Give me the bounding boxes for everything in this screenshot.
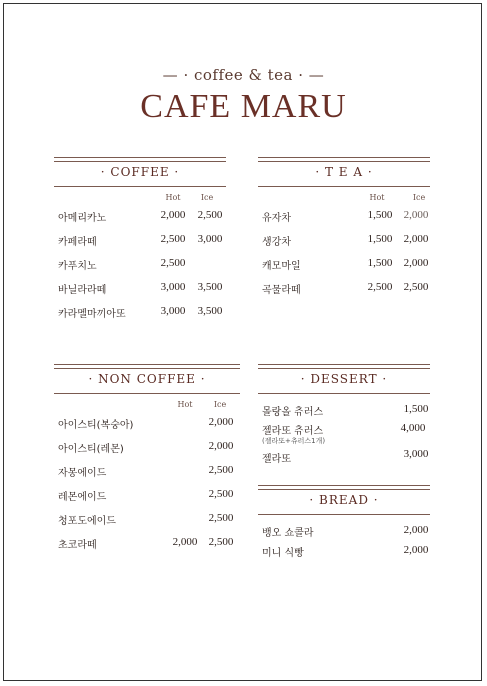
hot-price: 2,500	[160, 257, 186, 269]
coffee-column-headers	[54, 187, 226, 203]
menu-item	[54, 530, 240, 554]
menu-item	[258, 251, 430, 275]
menu-item	[54, 275, 226, 299]
item-price: 3,000	[403, 448, 429, 460]
menu-item	[54, 434, 240, 458]
dessert-title: · DESSERT ·	[300, 372, 388, 386]
ice-price: 2,000	[208, 440, 234, 452]
double-rule	[54, 157, 226, 162]
coffee-section	[54, 157, 226, 323]
item-price: 4,000	[400, 422, 426, 434]
item-name: 미니 식빵	[262, 548, 304, 559]
ice-price: 2,500	[197, 209, 223, 221]
hot-price: 2,500	[367, 281, 393, 293]
ice-price: 3,500	[197, 305, 223, 317]
ice-price: 2,500	[208, 536, 234, 548]
item-name: 카푸치노	[58, 261, 97, 272]
item-name: 자몽에이드	[58, 468, 107, 479]
menu-item	[258, 275, 430, 299]
tea-title: · T E A ·	[315, 165, 373, 179]
menu-item	[258, 400, 430, 420]
hot-price: 2,500	[160, 233, 186, 245]
menu-item	[258, 227, 430, 251]
menu-item	[54, 251, 226, 275]
ice-price: 2,500	[403, 281, 429, 293]
ice-price: 2,000	[403, 257, 429, 269]
tea-header	[258, 157, 430, 187]
menu-item	[258, 203, 430, 227]
ice-price: 3,000	[197, 233, 223, 245]
rule	[258, 514, 430, 515]
hot-price: 1,500	[367, 233, 393, 245]
non-coffee-column-headers	[54, 394, 240, 410]
double-rule	[258, 157, 430, 162]
item-name: 캐모마일	[262, 261, 301, 272]
item-price: 2,000	[403, 524, 429, 536]
item-name: 곡물라떼	[262, 285, 301, 296]
item-name: 카라멜마끼아또	[58, 309, 126, 320]
item-name: 초코라떼	[58, 540, 97, 551]
ice-price: 2,500	[208, 488, 234, 500]
item-name: 아메리카노	[58, 213, 107, 224]
menu-item	[54, 227, 226, 251]
ice-price: 2,000	[403, 233, 429, 245]
hot-price: 2,000	[160, 209, 186, 221]
item-name: 젤라또 츄러스	[262, 426, 324, 437]
hot-price: 3,000	[160, 281, 186, 293]
ice-price: 2,500	[208, 512, 234, 524]
non-coffee-header	[54, 364, 240, 394]
item-note: (젤라또+츄러스1개)	[262, 437, 326, 445]
hot-column-label: Hot	[177, 400, 193, 409]
tea-column-headers	[258, 187, 430, 203]
non-coffee-title: · NON COFFEE ·	[88, 372, 206, 386]
item-name: 카페라떼	[58, 237, 97, 248]
bread-section	[258, 485, 430, 563]
item-name: 유자차	[262, 213, 291, 224]
dessert-section	[258, 364, 430, 468]
menu-item	[258, 541, 430, 563]
cafe-title: CAFE MARU	[140, 88, 347, 125]
hot-column-label: Hot	[165, 193, 181, 202]
bread-header	[258, 485, 430, 515]
coffee-title: · COFFEE ·	[100, 165, 180, 179]
menu-subtitle: — · coffee & tea · —	[162, 66, 325, 84]
coffee-header	[54, 157, 226, 187]
ice-column-label: Ice	[213, 400, 227, 409]
item-name: 아이스티(복숭아)	[58, 420, 134, 431]
item-name: 뱅오 쇼콜라	[262, 528, 314, 539]
ice-price: 2,000	[208, 416, 234, 428]
menu-item	[258, 519, 430, 541]
hot-price: 1,500	[367, 257, 393, 269]
hot-column-label: Hot	[369, 193, 385, 202]
item-name: 생강차	[262, 237, 291, 248]
item-price: 2,000	[403, 544, 429, 556]
hot-price: 1,500	[367, 209, 393, 221]
rule	[258, 393, 430, 394]
ice-price: 3,500	[197, 281, 223, 293]
menu-item	[54, 299, 226, 323]
menu-item	[54, 458, 240, 482]
item-name: 청포도에이드	[58, 516, 116, 527]
double-rule	[258, 364, 430, 369]
hot-price: 3,000	[160, 305, 186, 317]
item-name: 젤라또	[262, 454, 291, 465]
menu-item	[54, 482, 240, 506]
menu-item	[258, 420, 430, 436]
dessert-header	[258, 364, 430, 394]
non-coffee-section	[54, 364, 240, 554]
bread-title: · BREAD ·	[309, 493, 379, 507]
menu-item	[258, 448, 430, 468]
menu-item	[54, 506, 240, 530]
menu-item	[54, 410, 240, 434]
item-name: 몰랑올 츄러스	[262, 407, 324, 418]
hot-price: 2,000	[172, 536, 198, 548]
ice-price: 2,500	[208, 464, 234, 476]
item-price: 1,500	[403, 403, 429, 415]
item-name: 레몬에이드	[58, 492, 107, 503]
double-rule	[258, 485, 430, 490]
menu-item	[54, 203, 226, 227]
tea-section	[258, 157, 430, 299]
ice-column-label: Ice	[412, 193, 426, 202]
double-rule	[54, 364, 240, 369]
ice-price: 2,000	[403, 209, 429, 221]
ice-column-label: Ice	[200, 193, 214, 202]
item-name: 바닐라라떼	[58, 285, 107, 296]
item-name: 아이스티(레몬)	[58, 444, 124, 455]
